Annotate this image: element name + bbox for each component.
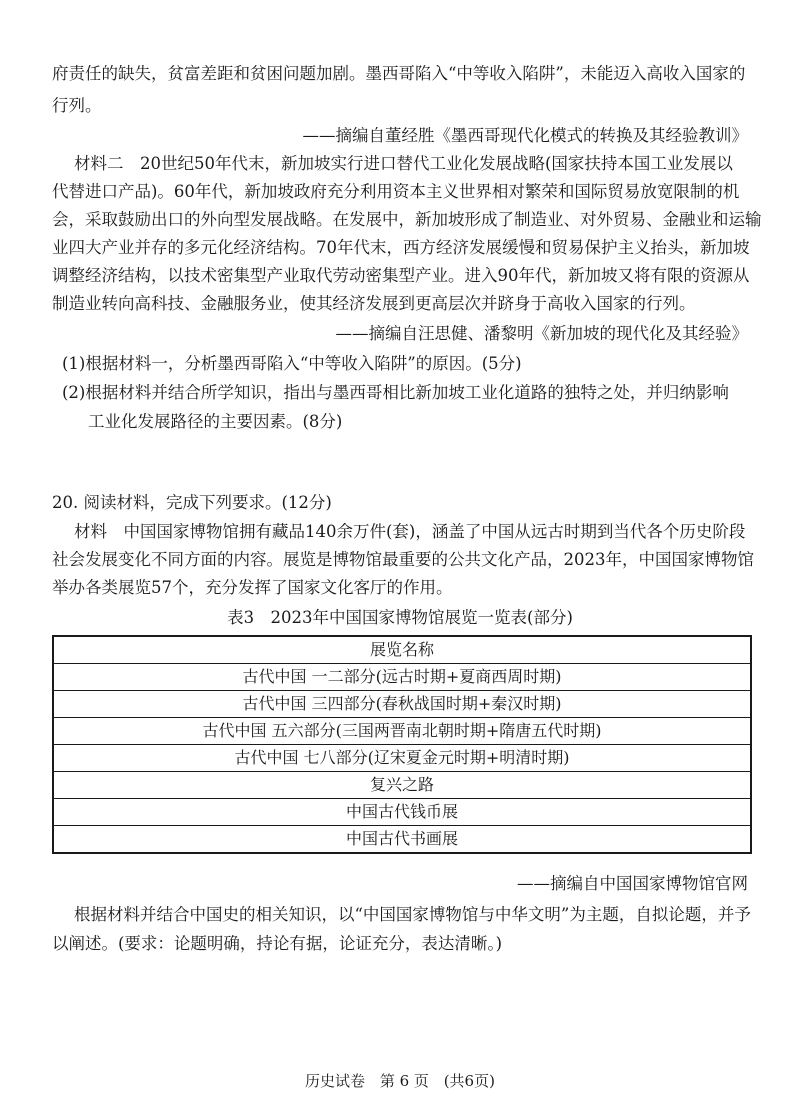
- task-line: 根据材料并结合中国史的相关知识，以“中国国家博物馆与中华文明”为主题，自拟论题，并予: [74, 905, 751, 924]
- table-caption: 表3 2023年中国国家博物馆展览一览表(部分): [227, 608, 573, 627]
- table-row: [53, 718, 751, 745]
- table-cell: 古代中国 七八部分(辽宋夏金元时期+明清时期): [53, 745, 751, 772]
- table-cell: 古代中国 一二部分(远古时期+夏商西周时期): [53, 664, 751, 691]
- page-footer: [0, 1070, 800, 1092]
- table-cell: 复兴之路: [53, 772, 751, 799]
- table-cell: 古代中国 三四部分(春秋战国时期+秦汉时期): [53, 691, 751, 718]
- exhibition-table: [52, 635, 752, 854]
- question-2-line: (2)根据材料并结合所学知识，指出与墨西哥相比新加坡工业化道路的独特之处，并归纳影响: [62, 383, 729, 402]
- task-line: 以阐述。(要求：论题明确，持论有据，论证充分，表达清晰。): [52, 934, 503, 953]
- source-citation: ——摘编自中国国家博物馆官网: [517, 874, 748, 893]
- table-row: [53, 772, 751, 799]
- material-line: 材料二 20世纪50年代末，新加坡实行进口替代工业化发展战略(国家扶持本国工业发展以: [74, 154, 733, 173]
- table-cell: 中国古代钱币展: [53, 799, 751, 826]
- material-line: 调整经济结构，以技术密集型产业取代劳动密集型产业。进入90年代，新加坡又将有限的资源从: [52, 266, 750, 285]
- footer-total-pages: (共6页): [443, 1072, 495, 1090]
- table-row: [53, 826, 751, 854]
- material-line: 会，采取鼓励出口的外向型发展战略。在发展中，新加坡形成了制造业、对外贸易、金融业和运输: [52, 210, 762, 229]
- paragraph-line: 府责任的缺失，贫富差距和贫困问题加剧。墨西哥陷入“中等收入陷阱”，未能迈入高收入国家的: [52, 64, 746, 83]
- table-cell: 中国古代书画展: [53, 826, 751, 854]
- question-20-heading: 20. 阅读材料，完成下列要求。(12分): [52, 493, 332, 512]
- footer-subject: 历史试卷: [305, 1072, 366, 1090]
- table-header-row: [53, 636, 751, 664]
- table-cell: 古代中国 五六部分(三国两晋南北朝时期+隋唐五代时期): [53, 718, 751, 745]
- material-line: 代替进口产品)。60年代，新加坡政府充分利用资本主义世界相对繁荣和国际贸易放宽限制的机: [52, 182, 740, 201]
- material-line: 社会发展变化不同方面的内容。展览是博物馆最重要的公共文化产品，2023年，中国国家博物馆: [52, 550, 754, 569]
- table-header-cell: 展览名称: [53, 636, 751, 664]
- question-2-line: 工业化发展路径的主要因素。(8分): [88, 412, 343, 431]
- material-line: 业四大产业并存的多元化经济结构。70年代末，西方经济发展缓慢和贸易保护主义抬头，新加坡: [52, 238, 750, 257]
- material-line: 制造业转向高科技、金融服务业，使其经济发展到更高层次并跻身于高收入国家的行列。: [52, 294, 696, 313]
- table-row: [53, 745, 751, 772]
- source-citation: ——摘编自汪思健、潘黎明《新加坡的现代化及其经验》: [335, 324, 748, 343]
- paragraph-line: 行列。: [52, 96, 102, 115]
- question-1: (1)根据材料一，分析墨西哥陷入“中等收入陷阱”的原因。(5分): [62, 354, 522, 373]
- material-line: 举办各类展览57个，充分发挥了国家文化客厅的作用。: [52, 578, 453, 597]
- source-citation: ——摘编自董经胜《墨西哥现代化模式的转换及其经验教训》: [302, 126, 748, 145]
- table-row: [53, 664, 751, 691]
- table-row: [53, 799, 751, 826]
- table-row: [53, 691, 751, 718]
- footer-page-number: 第 6 页: [379, 1072, 429, 1090]
- material-line: 材料 中国国家博物馆拥有藏品140余万件(套)，涵盖了中国从远古时期到当代各个历史阶段: [74, 522, 746, 541]
